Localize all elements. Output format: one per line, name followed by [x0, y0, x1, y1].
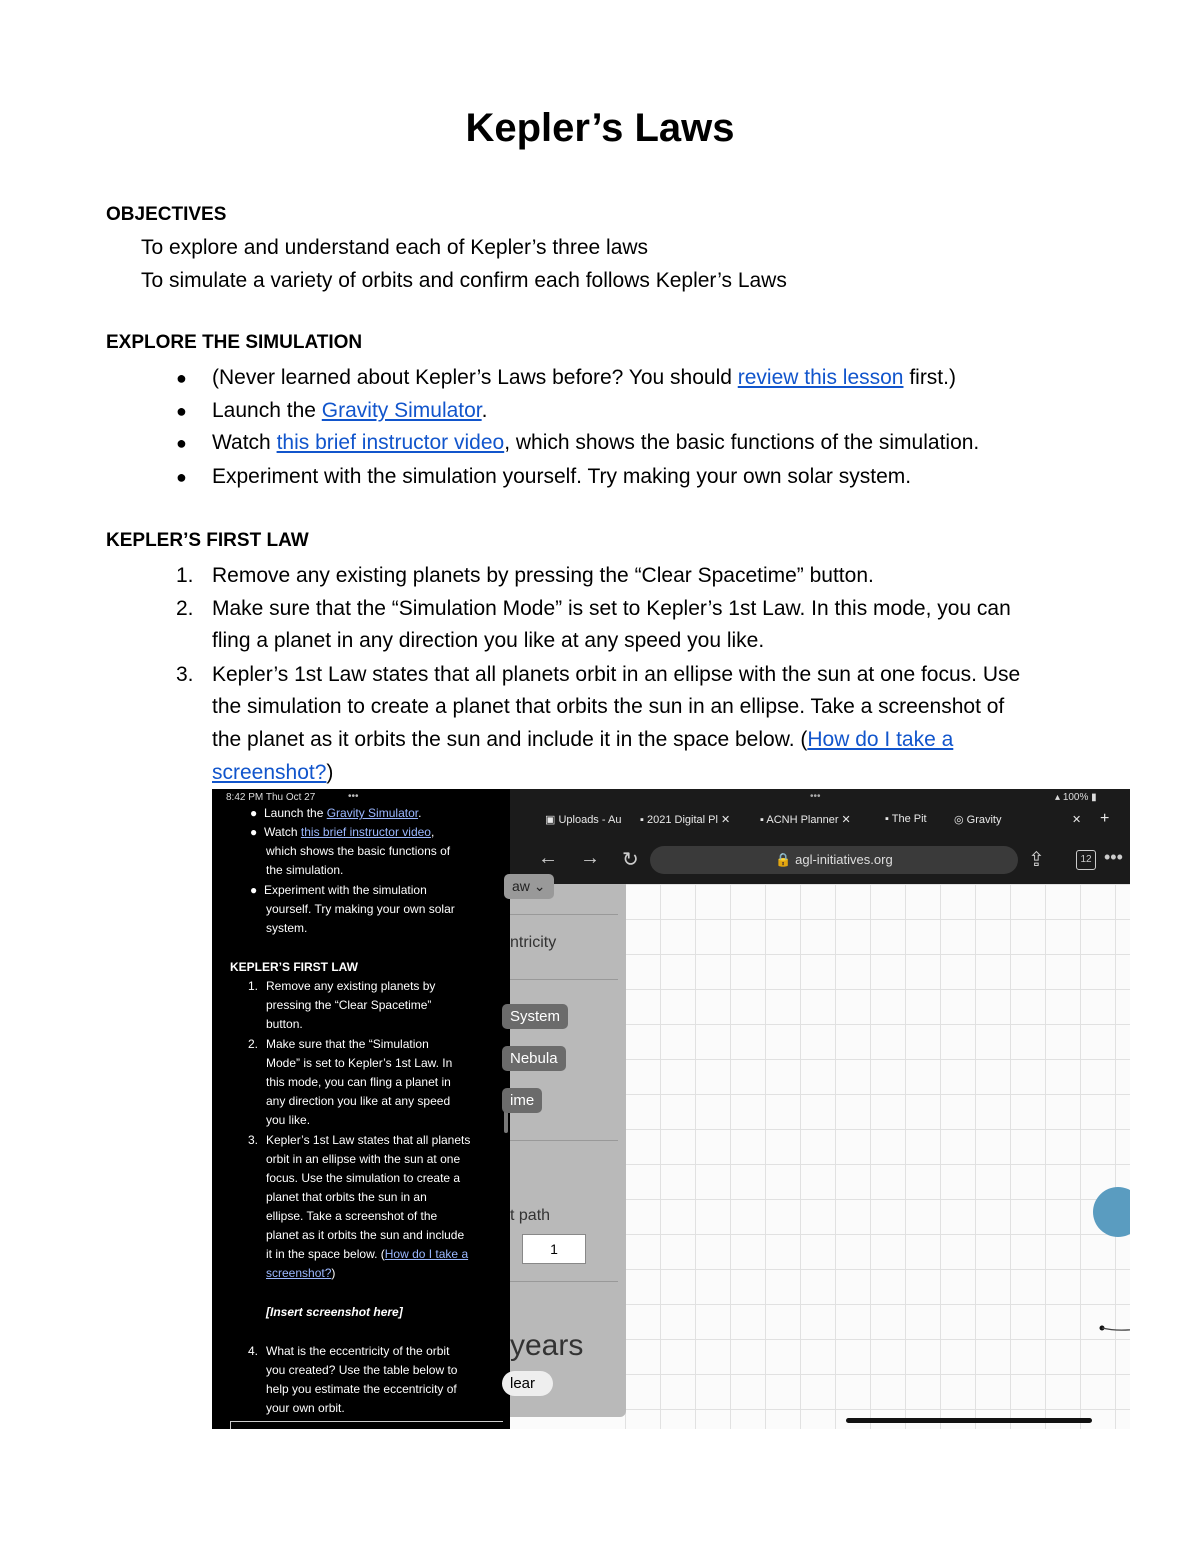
- step-2-line-1: Make sure that the “Simulation Mode” is set to Kepler’s 1st Law. In this mode, you can: [212, 597, 1011, 620]
- step-1: Remove any existing planets by pressing the “Clear Spacetime” button.: [212, 564, 874, 587]
- gravity-simulator-link[interactable]: Gravity Simulator: [326, 806, 419, 820]
- table-edge: [230, 1421, 503, 1429]
- step-3-line-2: the simulation to create a planet that orbits the sun in an ellipse. Take a screenshot of: [212, 695, 1005, 718]
- bullet-icon: ●: [176, 433, 187, 453]
- planet-trail: [1098, 1316, 1130, 1336]
- simulation-control-panel: [510, 878, 626, 1417]
- left-text-line: orbit in an ellipse with the sun at one: [266, 1152, 461, 1166]
- status-dots: •••: [348, 791, 359, 802]
- left-text-line: yourself. Try making your own solar: [266, 902, 455, 916]
- path-input[interactable]: 1: [522, 1234, 586, 1264]
- bullet-icon: ●: [250, 806, 258, 820]
- bullet-icon: ●: [176, 368, 187, 388]
- share-icon[interactable]: ⇪: [1028, 849, 1045, 871]
- battery-indicator: ▴ 100% ▮: [1055, 792, 1097, 803]
- nebula-button[interactable]: Nebula: [502, 1046, 566, 1071]
- left-text-line: focus. Use the simulation to create a: [266, 1171, 461, 1185]
- explore-item-2: Launch the Gravity Simulator.: [212, 399, 488, 422]
- step-number: 1.: [248, 979, 259, 993]
- orbit-path: [1102, 1323, 1130, 1330]
- left-text-line: screenshot?): [266, 1266, 336, 1280]
- browser-chrome: [510, 789, 1130, 884]
- screenshot-help-link[interactable]: screenshot?: [212, 761, 327, 784]
- clear-spacetime-button[interactable]: ime: [502, 1088, 542, 1113]
- step-number: 1.: [176, 564, 194, 587]
- left-bullet-2: Watch this brief instructor video,: [264, 825, 435, 839]
- left-text-line: planet that orbits the sun in an: [266, 1190, 427, 1204]
- left-text-line: you like.: [266, 1113, 311, 1127]
- panel-divider: [510, 1281, 618, 1282]
- panel-divider: [510, 1140, 618, 1141]
- left-text-line: Experiment with the simulation: [264, 883, 427, 897]
- years-label: years: [510, 1329, 584, 1362]
- more-icon[interactable]: •••: [1104, 847, 1123, 867]
- bullet-icon: ●: [250, 825, 258, 839]
- left-text-line: which shows the basic functions of: [266, 844, 451, 858]
- screenshot-help-link[interactable]: How do I take a: [384, 1247, 469, 1261]
- path-label: t path: [510, 1207, 551, 1224]
- bullet-icon: ●: [176, 467, 187, 487]
- step-3-line-4: screenshot?): [212, 761, 334, 784]
- left-text-line: planet as it orbits the sun and include: [266, 1228, 465, 1242]
- status-time: 8:42 PM Thu Oct 27: [226, 792, 316, 803]
- left-text-line: this mode, you can fling a planet in: [266, 1075, 451, 1089]
- tab-gravity[interactable]: ◎ Gravity: [954, 814, 1002, 826]
- step-number: 4.: [248, 1344, 259, 1358]
- back-icon[interactable]: ←: [538, 847, 558, 869]
- step-number: 3.: [176, 663, 194, 686]
- insert-placeholder: [Insert screenshot here]: [266, 1305, 403, 1319]
- explore-item-1: (Never learned about Kepler’s Laws before? You should review this lesson first.): [212, 366, 956, 389]
- home-indicator: [846, 1418, 1092, 1423]
- step-2-line-2: fling a planet in any direction you like at any speed you like.: [212, 629, 765, 652]
- browser-pane: [510, 789, 1130, 1429]
- tab-uploads[interactable]: ▣ Uploads - Au: [545, 814, 622, 826]
- left-text-line: What is the eccentricity of the orbit: [266, 1344, 450, 1358]
- objectives-heading: OBJECTIVES: [106, 204, 227, 225]
- tab-count[interactable]: 12: [1076, 850, 1096, 870]
- left-text-line: your own orbit.: [266, 1401, 345, 1415]
- bullet-icon: ●: [176, 401, 187, 421]
- left-text-line: Make sure that the “Simulation: [266, 1037, 429, 1051]
- screenshot-help-link[interactable]: screenshot?: [266, 1266, 332, 1280]
- left-text-line: any direction you like at any speed: [266, 1094, 451, 1108]
- tab-the-pit[interactable]: ▪ The Pit: [885, 813, 927, 825]
- explore-heading: EXPLORE THE SIMULATION: [106, 332, 363, 353]
- instructor-video-link[interactable]: this brief instructor video: [300, 825, 431, 839]
- instructor-video-link[interactable]: this brief instructor video: [276, 431, 505, 454]
- left-text-line: Mode” is set to Kepler’s 1st Law. In: [266, 1056, 453, 1070]
- step-number: 2.: [176, 597, 194, 620]
- panel-divider: [510, 914, 618, 915]
- clear-button[interactable]: lear: [502, 1371, 553, 1396]
- left-text-line: it in the space below. (How do I take a: [266, 1247, 469, 1261]
- left-text-line: pressing the “Clear Spacetime”: [266, 998, 432, 1012]
- objective-item: To simulate a variety of orbits and confirm each follows Kepler’s Laws: [141, 269, 787, 292]
- simulation-canvas[interactable]: [625, 884, 1130, 1429]
- step-number: 3.: [248, 1133, 259, 1147]
- step-number: 2.: [248, 1037, 259, 1051]
- simulation-mode-select[interactable]: aw ⌄: [504, 874, 554, 899]
- embedded-screenshot: [212, 789, 1130, 1429]
- status-dots: •••: [810, 791, 821, 802]
- solar-system-button[interactable]: System: [502, 1004, 568, 1029]
- left-text-line: help you estimate the eccentricity of: [266, 1382, 457, 1396]
- left-text-line: ellipse. Take a screenshot of the: [266, 1209, 438, 1223]
- left-heading: KEPLER’S FIRST LAW: [230, 960, 359, 974]
- tab-acnh-planner[interactable]: ▪ ACNH Planner ✕: [760, 814, 851, 826]
- step-3-line-1: Kepler’s 1st Law states that all planets orbit in an ellipse with the sun at one focus. Use: [212, 663, 1021, 686]
- left-text-line: Kepler’s 1st Law states that all planets: [266, 1133, 471, 1147]
- explore-item-4: Experiment with the simulation yourself. Try making your own solar system.: [212, 465, 912, 488]
- split-view-document-pane: [212, 789, 510, 1429]
- reload-icon[interactable]: ↻: [622, 849, 639, 871]
- left-text-line: you created? Use the table below to: [266, 1363, 458, 1377]
- bullet-icon: ●: [250, 883, 258, 897]
- objective-item: To explore and understand each of Kepler’s three laws: [141, 236, 649, 259]
- gravity-simulator-link[interactable]: Gravity Simulator: [321, 399, 482, 422]
- first-law-heading: KEPLER’S FIRST LAW: [106, 530, 309, 551]
- left-text-line: system.: [266, 921, 308, 935]
- left-text-line: the simulation.: [266, 863, 344, 877]
- screenshot-help-link[interactable]: How do I take a: [807, 728, 954, 751]
- tab-digital-planner[interactable]: ▪ 2021 Digital Pl ✕: [640, 814, 731, 826]
- forward-icon[interactable]: →: [580, 847, 600, 869]
- panel-divider: [510, 979, 618, 980]
- close-tab-icon[interactable]: ✕: [1072, 814, 1082, 826]
- left-bullet-1: Launch the Gravity Simulator.: [264, 806, 422, 820]
- left-text-line: button.: [266, 1017, 303, 1031]
- eccentricity-label: ntricity: [510, 934, 557, 951]
- address-bar[interactable]: 🔒 agl-initiatives.org: [650, 846, 1018, 874]
- page-title: Kepler’s Laws: [465, 106, 735, 150]
- new-tab-icon[interactable]: +: [1100, 810, 1110, 827]
- step-3-line-3: the planet as it orbits the sun and include it in the space below. (How do I take a: [212, 728, 954, 751]
- explore-item-3: Watch this brief instructor video, which shows the basic functions of the simulation.: [212, 431, 980, 454]
- review-lesson-link[interactable]: review this lesson: [737, 366, 904, 389]
- left-text-line: Remove any existing planets by: [266, 979, 436, 993]
